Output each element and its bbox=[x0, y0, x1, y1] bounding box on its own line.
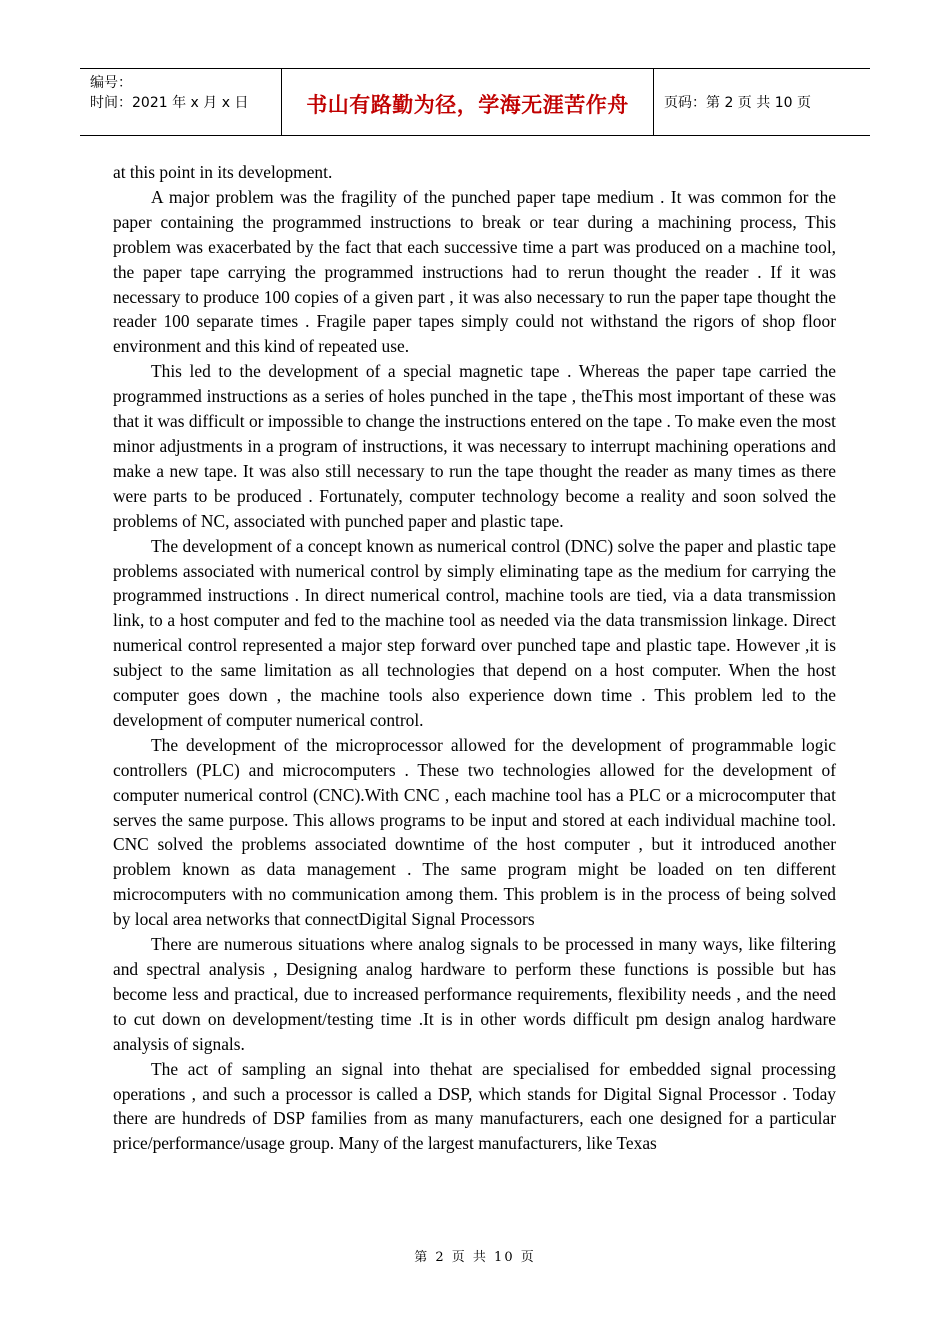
header-motto-cell bbox=[282, 69, 654, 135]
header-motto: 书山有路勤为径，学海无涯苦作舟 bbox=[306, 93, 629, 117]
header-meta bbox=[80, 69, 282, 135]
page-footer: 第 2 页 共 10 页 bbox=[414, 1250, 536, 1265]
document-time-label: 时间：2021 年 x 月 x 日 bbox=[90, 95, 249, 111]
paragraph: The development of the microprocessor allowed for the development of programmable logic controllers (PLC) and microcomputers . These two technologies allowed for the development of computer numerical control (CNC).With CNC , each machine tool has a PLC or a microcomputer that serves the same purpose. This allows programs to be input and stored at each individual machine tool. CNC solved the problems associated downtime of the host computer , but it introduced another problem known as data management . The same program might be loaded on ten different microcomputers with no communication among them. This problem is in the process of being solved by local area networks that connectDigital Signal Processors bbox=[113, 734, 836, 930]
page-header bbox=[80, 68, 870, 136]
paragraph: The development of a concept known as numerical control (DNC) solve the paper and plastic tape problems associated with numerical control by simply eliminating tape as the medium for carrying the programmed instructions . In direct numerical control, machine tools are tied, via a data transmission link, to a host computer and fed to the machine tool as needed via the data transmission linkage. Direct numerical control represented a major step forward over punched tape and plastic tape. However ,it is subject to the same limitation as all technologies that depend on a host computer. When the host computer goes down , the machine tools also experience down time . This problem led to the development of computer numerical control. bbox=[113, 535, 836, 730]
header-page-info: 页码：第 2 页 共 10 页 bbox=[664, 95, 811, 111]
paragraph: There are numerous situations where analog signals to be processed in many ways, like filtering and spectral analysis , Designing analog hardware to perform these functions is possible but has become less and practical, due to increased performance requirements, flexibility needs , and the need to cut down on development/testing time .It is in other words difficult pm design analog hardware analysis of signals. bbox=[113, 934, 836, 1054]
document-body bbox=[113, 160, 836, 1156]
paragraph: A major problem was the fragility of the punched paper tape medium . It was common for the paper containing the programmed instructions to break or tear during a machining process, This problem was exacerbated by the fact that each successive time a part was produced on a machine tool, the paper tape carrying the programmed instructions had to rerun thought the reader . If it was necessary to produce 100 copies of a given part , it was also necessary to run the paper tape thought the reader 100 separate times . Fragile paper tapes simply could not withstand the rigors of shop floor environment and this kind of repeated use. bbox=[113, 186, 836, 357]
header-page-info-cell bbox=[654, 69, 870, 135]
document-number-label: 编号： bbox=[90, 75, 132, 91]
paragraph: at this point in its development. bbox=[113, 162, 333, 182]
paragraph: The act of sampling an signal into thehat are specialised for embedded signal processing operations , and such a processor is called a DSP, which stands for Digital Signal Processor . Today there are hundreds of DSP families from as many manufacturers, each one designed for a particular price/performance/usage group. Many of the largest manufacturers, like Texas bbox=[113, 1058, 836, 1154]
paragraph: This led to the development of a special magnetic tape . Whereas the paper tape carried the programmed instructions as a series of holes punched in the tape , theThis most important of these was that it was difficult or impossible to change the instructions entered on the tape . To make even the most minor adjustments in a program of instructions, it was necessary to interrupt machining operations and make a new tape. It was also still necessary to run the tape thought the reader as many times as there were parts to be produced . Fortunately, computer technology become a reality and soon solved the problems of NC, associated with punched paper and plastic tape. bbox=[113, 361, 836, 531]
